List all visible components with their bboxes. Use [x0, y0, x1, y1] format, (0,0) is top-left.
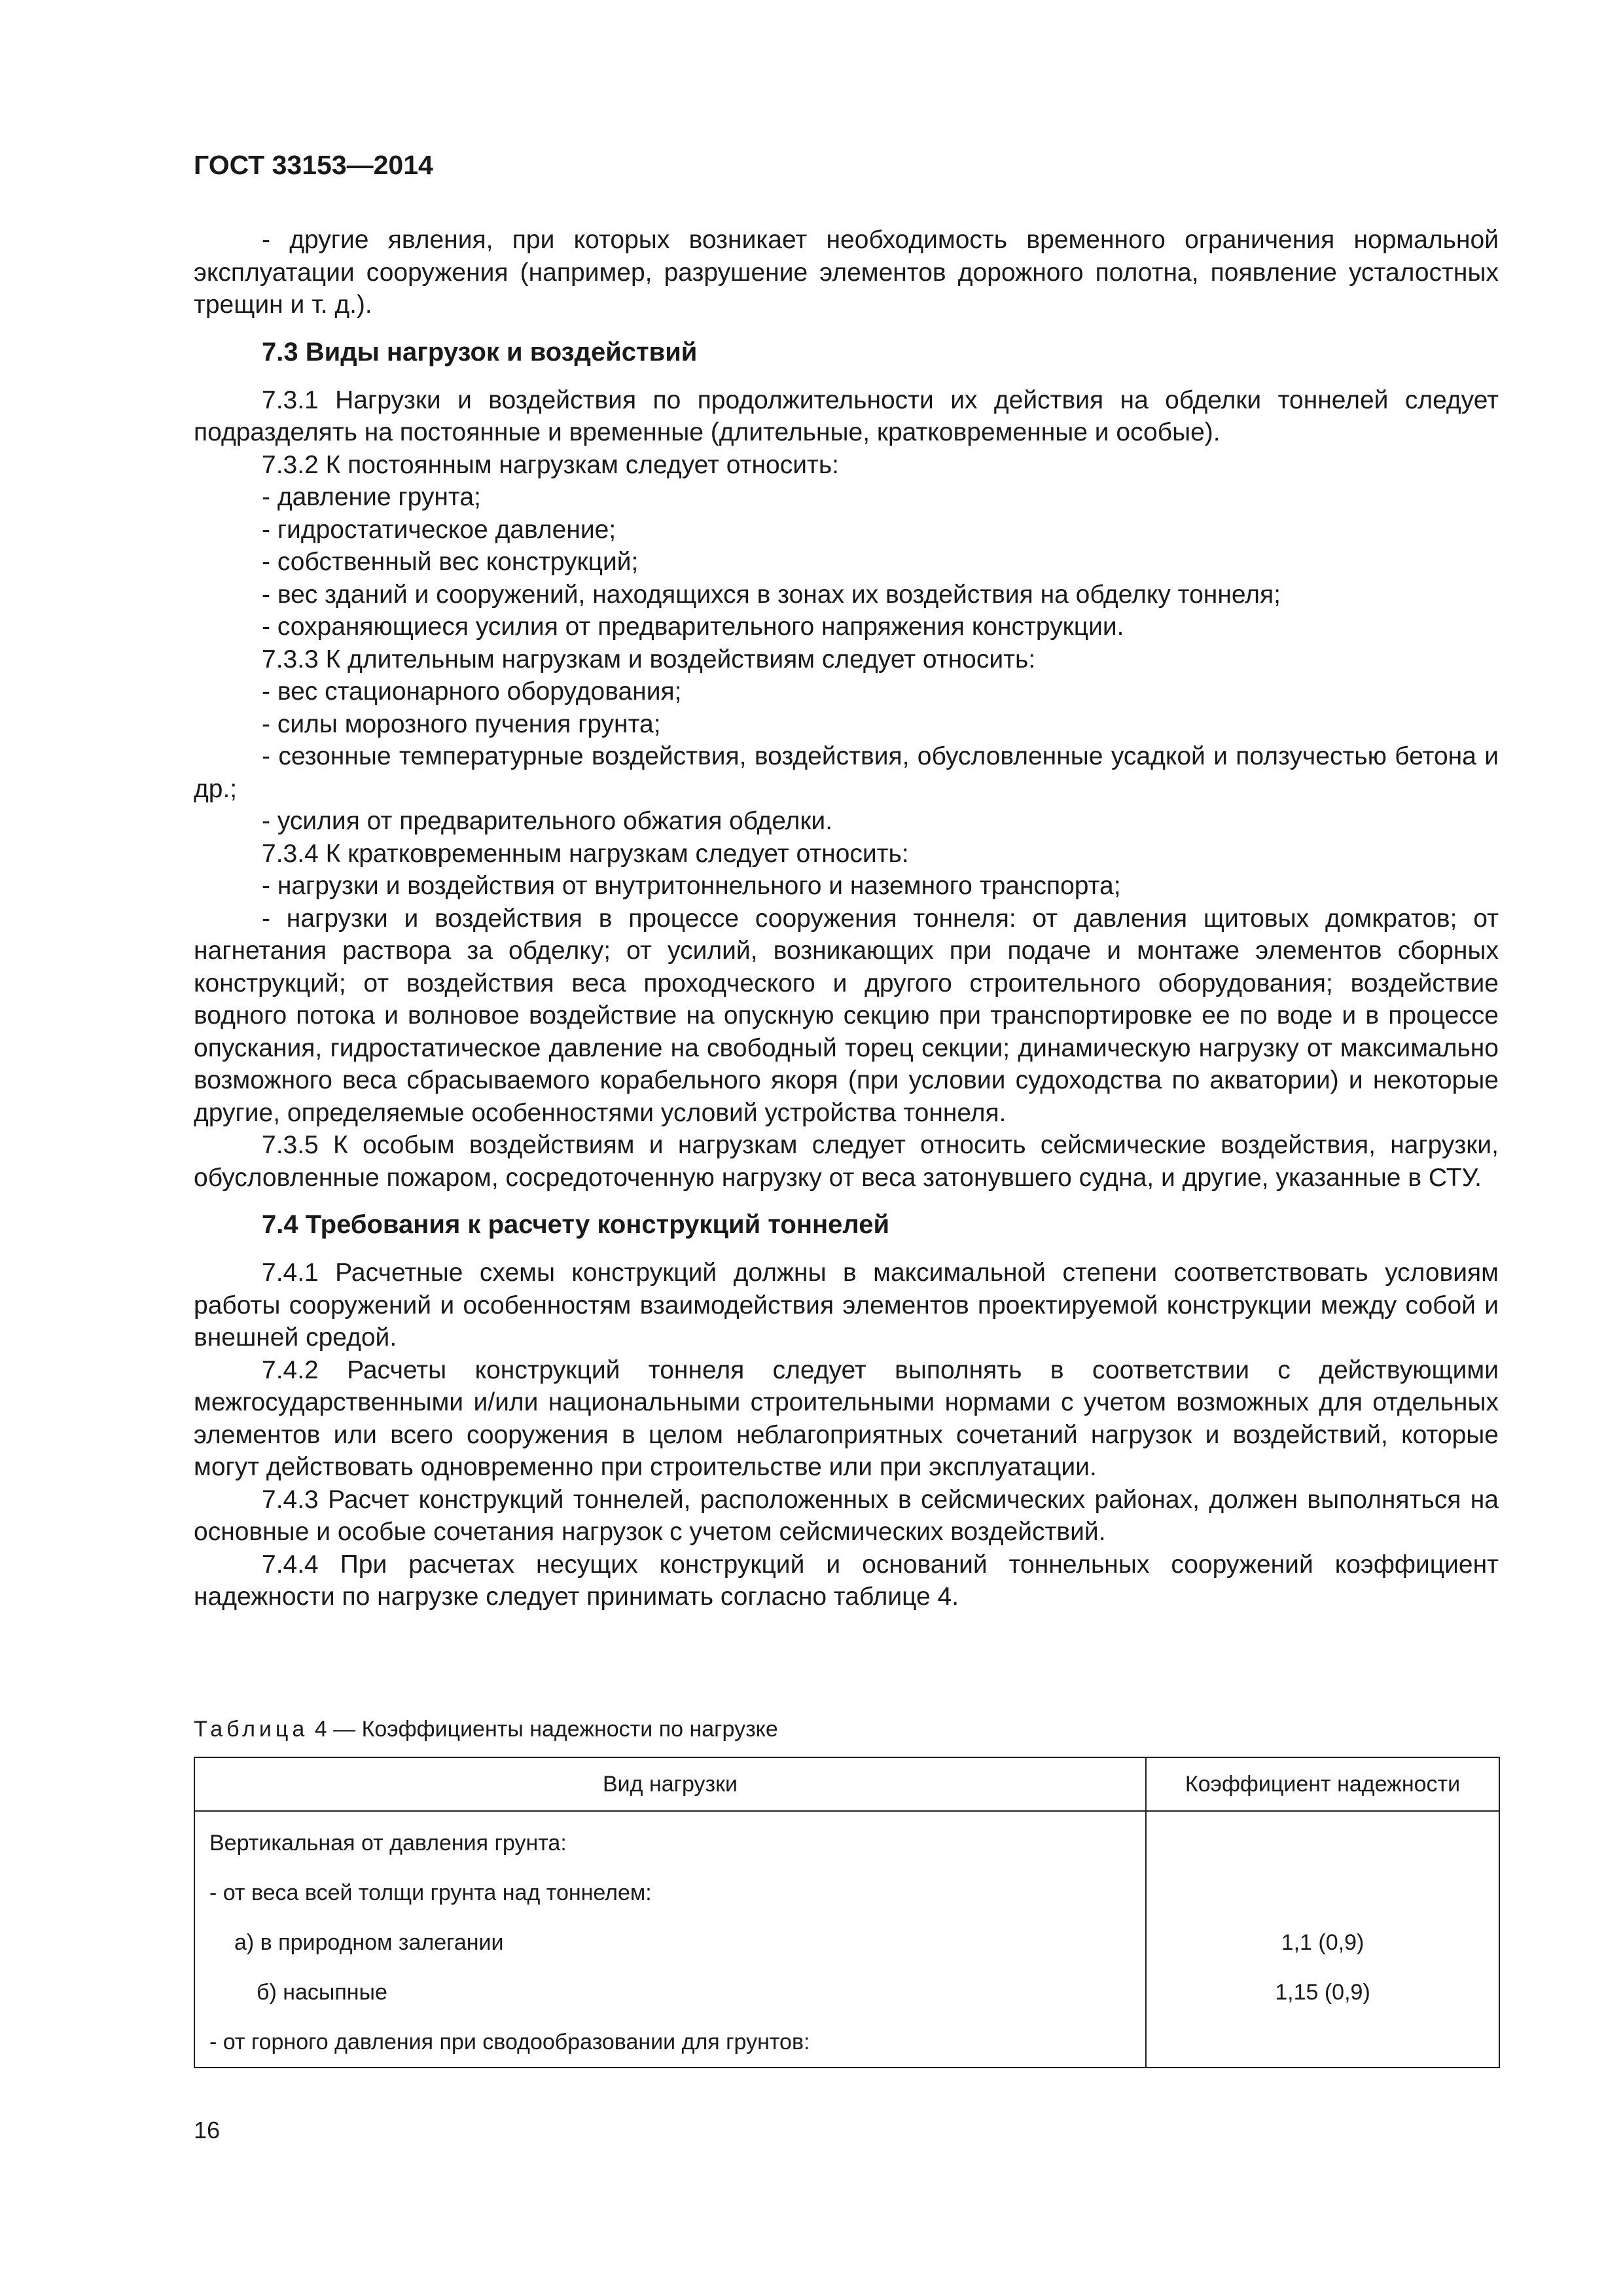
list-item: - вес стационарного оборудования;	[262, 677, 682, 706]
section-heading-7-3: 7.3 Виды нагрузок и воздействий	[262, 337, 698, 367]
paragraph: 7.3.2 К постоянным нагрузкам следует относить:	[262, 450, 839, 479]
table-row	[194, 1967, 1499, 2017]
load-cell	[194, 2017, 1146, 2068]
table-row	[194, 1918, 1499, 1967]
list-item: - гидростатическое давление;	[262, 515, 616, 544]
factor-cell	[1146, 1868, 1499, 1918]
factor-cell	[1146, 1811, 1499, 1868]
load-label: - от веса всей толщи грунта над тоннелем:	[209, 1880, 652, 1905]
factor-cell	[1146, 2017, 1499, 2068]
paragraph: 7.4.2 Расчеты конструкций тоннеля следует выполнять в соответствии с действующими межгосударственными и/или национальными строительными нормами с учетом возможных для отдельных элементов или всего сооружения в целом неблагоприятных сочетаний нагрузок и воздействий, которые могут действовать одновременно при строительстве или при эксплуатации.	[194, 1355, 1499, 1481]
table-caption-number: 4	[314, 1717, 327, 1742]
list-item: - давление грунта;	[262, 483, 481, 511]
table-caption	[194, 1715, 778, 1744]
table-row	[194, 1868, 1499, 1918]
load-label: - от горного давления при сводообразовании для грунтов:	[209, 2029, 810, 2054]
paragraph: 7.4.3 Расчет конструкций тоннелей, расположенных в сейсмических районах, должен выполняться на основные и особые сочетания нагрузок с учетом сейсмических воздействий.	[194, 1485, 1499, 1546]
load-label: Вертикальная от давления грунта:	[209, 1830, 567, 1856]
column-header-factor: Коэффициент надежности	[1146, 1757, 1499, 1811]
list-item: - нагрузки и воздействия от внутритоннельного и наземного транспорта;	[262, 872, 1121, 900]
paragraph: 7.4.1 Расчетные схемы конструкций должны в максимальной степени соответствовать условиям работы сооружений и особенностям взаимодействия элементов проектируемой конструкции между собой и внешней средой.	[194, 1259, 1499, 1352]
list-item: - сезонные температурные воздействия, воздействия, обусловленные усадкой и ползучестью бетона и др.;	[194, 742, 1499, 803]
list-item: - силы морозного пучения грунта;	[262, 709, 661, 738]
load-cell	[194, 1967, 1146, 2017]
load-label: б) насыпные	[257, 1979, 387, 2005]
table-caption-text: — Коэффициенты надежности по нагрузке	[333, 1717, 778, 1742]
list-item: - усилия от предварительного обжатия обделки.	[262, 807, 833, 835]
load-cell	[194, 1811, 1146, 1868]
load-factors-table	[194, 1757, 1500, 2068]
paragraph: 7.4.4 При расчетах несущих конструкций и оснований тоннельных сооружений коэффициент надежности по нагрузке следует принимать согласно таблице 4.	[194, 1550, 1499, 1611]
document-id: ГОСТ 33153—2014	[194, 150, 433, 180]
paragraph: 7.3.5 К особым воздействиям и нагрузкам следует относить сейсмические воздействия, нагрузки, обусловленные пожаром, сосредоточенную нагрузку от веса затонувшего судна, и другие, указанные в СТУ.	[194, 1131, 1499, 1192]
spacer	[194, 368, 1499, 384]
list-item: - нагрузки и воздействия в процессе сооружения тоннеля: от давления щитовых домкратов; от нагнетания раствора за обделку; от усилий, возникающих при подаче и монтаже элементов сборных конструкций; от воздействия веса проходческого и другого строительного оборудования; воздействие водного потока и волновое воздействие на опускную секцию при транспортировке ее по воде и в процессе опускания, гидростатическое давление на свободный торец секции; динамическую нагрузку от максимально возможного веса сбрасываемого корабельного якоря (при условии судоходства по акватории) и некоторые другие, определяемые особенностями условий устройства тоннеля.	[194, 904, 1499, 1127]
table-row	[194, 1811, 1499, 1868]
list-item: - сохраняющиеся усилия от предварительного напряжения конструкции.	[262, 613, 1124, 641]
body-text	[194, 224, 1499, 1613]
load-cell	[194, 1868, 1146, 1918]
column-header-load-type: Вид нагрузки	[194, 1757, 1146, 1811]
factor-cell: 1,15 (0,9)	[1146, 1967, 1499, 2017]
spacer	[194, 1241, 1499, 1257]
spacer	[194, 321, 1499, 336]
load-label: а) в природном залегании	[234, 1929, 504, 1955]
paragraph: 7.3.4 К кратковременным нагрузкам следует относить:	[262, 839, 909, 868]
table-header-row	[194, 1757, 1499, 1811]
factor-cell: 1,1 (0,9)	[1146, 1918, 1499, 1967]
table-caption-label: Таблица	[194, 1717, 309, 1742]
paragraph: 7.3.3 К длительным нагрузкам и воздействиям следует относить:	[262, 645, 1036, 673]
load-cell	[194, 1918, 1146, 1967]
page-number: 16	[194, 2117, 221, 2144]
spacer	[194, 1194, 1499, 1208]
paragraph: 7.3.1 Нагрузки и воздействия по продолжительности их действия на обделки тоннелей следует подразделять на постоянные и временные (длительные, кратковременные и особые).	[194, 386, 1499, 446]
paragraph: - другие явления, при которых возникает необходимость временного ограничения нормальной эксплуатации сооружения (например, разрушение элементов дорожного полотна, появление усталостных трещин и т. д.).	[194, 226, 1499, 319]
section-heading-7-4: 7.4 Требования к расчету конструкций тоннелей	[262, 1210, 890, 1239]
list-item: - собственный вес конструкций;	[262, 548, 639, 576]
list-item: - вес зданий и сооружений, находящихся в зонах их воздействия на обделку тоннеля;	[262, 580, 1281, 609]
table-row	[194, 2017, 1499, 2068]
